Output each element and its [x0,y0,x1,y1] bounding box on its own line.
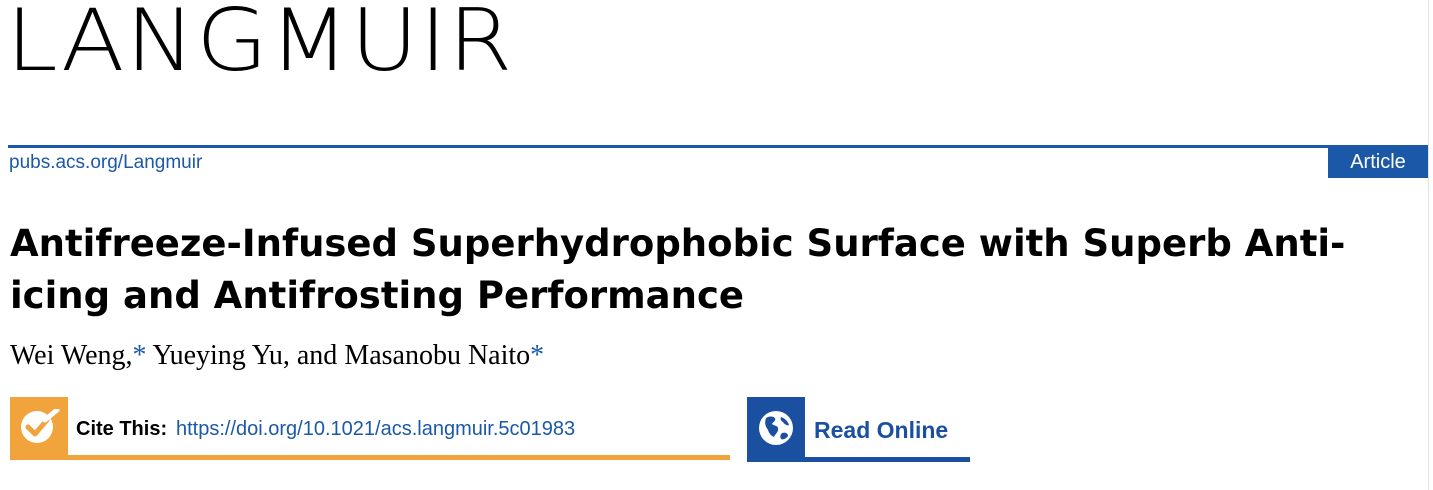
cite-this-label: Cite This: [76,418,168,440]
cite-this-box[interactable] [10,397,730,459]
read-online-button[interactable] [747,397,970,463]
read-online-icon-block[interactable] [747,397,805,457]
journal-site-link[interactable]: pubs.acs.org/Langmuir [9,152,203,173]
author-name[interactable]: Wei Weng, [10,340,133,371]
globe-icon [757,409,795,447]
read-online-label[interactable]: Read Online [814,417,949,443]
page-edge [1428,0,1429,490]
article-type-badge: Article [1328,147,1428,178]
checkmark-circle-icon [17,409,61,445]
corresponding-author-marker[interactable]: * [132,340,147,371]
author-list [10,340,544,372]
cite-icon-block[interactable] [10,397,68,455]
read-online-underline [747,457,970,462]
author-name[interactable]: Masanobu Naito [344,340,531,371]
header-rule [8,145,1428,148]
author-name[interactable]: Yueying Yu, and [152,340,338,371]
cite-underline [10,455,730,460]
doi-link[interactable]: https://doi.org/10.1021/acs.langmuir.5c01983 [176,418,576,440]
article-title: Antifreeze-Infused Superhydrophobic Surface with Superb Anti-icing and Antifrosting Performance [10,222,1346,317]
corresponding-author-marker[interactable]: * [530,340,545,371]
journal-logo: LANGMUIR [6,0,514,91]
